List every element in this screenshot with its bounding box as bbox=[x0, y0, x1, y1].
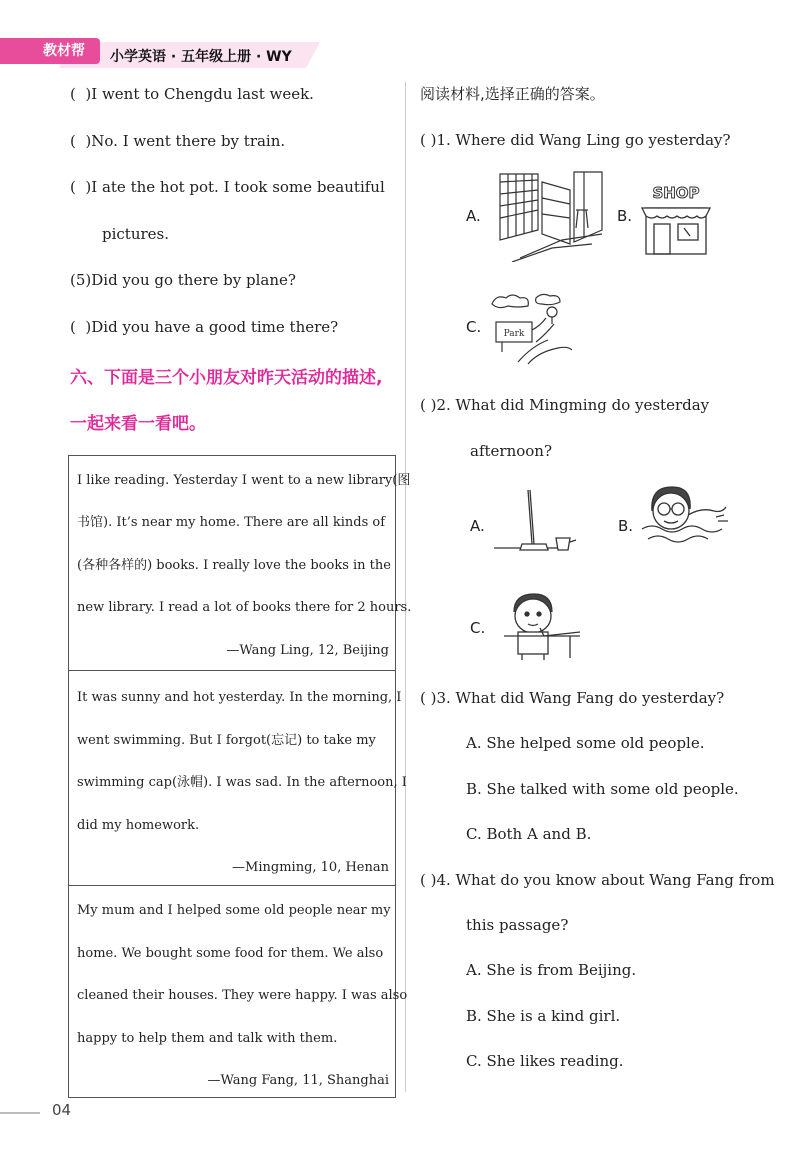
passage-3-line: home. We bought some food for them. We also bbox=[77, 946, 384, 961]
q1-option-a-label: A. bbox=[466, 207, 481, 225]
q2-option-c-label: C. bbox=[470, 619, 486, 637]
q3-option-c: C. Both A and B. bbox=[466, 825, 592, 843]
mop-image bbox=[492, 486, 578, 560]
passage-2-line: swimming cap(泳帽). I was sad. In the afternoon, I bbox=[77, 775, 407, 790]
passage-separator bbox=[68, 670, 396, 671]
question-4-line1: ( )4. What do you know about Wang Fang from bbox=[420, 871, 775, 889]
library-image bbox=[492, 170, 604, 266]
q2-option-a-label: A. bbox=[470, 517, 485, 535]
passage-2-line: did my homework. bbox=[77, 818, 200, 833]
passage-2-signature: —Mingming, 10, Henan bbox=[232, 860, 389, 875]
passage-1-line: new library. I read a lot of books there for 2 hours. bbox=[77, 600, 412, 615]
swimming-image bbox=[640, 481, 736, 557]
left-item-2: ( )No. I went there by train. bbox=[70, 132, 286, 150]
homework-image bbox=[504, 592, 584, 666]
passage-separator bbox=[68, 885, 396, 886]
question-3: ( )3. What did Wang Fang do yesterday? bbox=[420, 689, 725, 707]
q3-option-b: B. She talked with some old people. bbox=[466, 780, 739, 798]
question-4-line2: this passage? bbox=[466, 916, 569, 934]
shop-image bbox=[640, 176, 712, 260]
page-number: 04 bbox=[52, 1101, 72, 1119]
park-sign-text: Park bbox=[503, 329, 525, 339]
q4-option-c: C. She likes reading. bbox=[466, 1052, 624, 1070]
passage-1-line: I like reading. Yesterday I went to a new library(图 bbox=[77, 473, 411, 488]
left-item-1: ( )I went to Chengdu last week. bbox=[70, 85, 314, 103]
q4-option-b: B. She is a kind girl. bbox=[466, 1007, 621, 1025]
column-divider bbox=[405, 82, 406, 1092]
passage-1-signature: —Wang Ling, 12, Beijing bbox=[226, 643, 389, 658]
park-image bbox=[488, 290, 572, 370]
q1-option-c-label: C. bbox=[466, 318, 482, 336]
passage-3-line: happy to help them and talk with them. bbox=[77, 1031, 338, 1046]
passage-2-line: went swimming. But I forgot(忘记) to take my bbox=[77, 733, 376, 748]
footer-rule bbox=[0, 1112, 40, 1114]
section-title-line2: 一起来看一看吧。 bbox=[70, 414, 206, 434]
passage-1-line: (各种各样的) books. I really love the books in the bbox=[77, 558, 391, 573]
instruction: 阅读材料,选择正确的答案。 bbox=[420, 85, 605, 103]
q3-option-a: A. She helped some old people. bbox=[466, 734, 705, 752]
left-item-5: (5)Did you go there by plane? bbox=[70, 271, 296, 289]
passage-3-signature: —Wang Fang, 11, Shanghai bbox=[207, 1073, 389, 1088]
passage-2-line: It was sunny and hot yesterday. In the morning, I bbox=[77, 690, 402, 705]
passage-3-line: My mum and I helped some old people near my bbox=[77, 903, 391, 918]
passage-1-line: 书馆). It’s near my home. There are all kinds of bbox=[77, 515, 386, 530]
q4-option-a: A. She is from Beijing. bbox=[466, 961, 637, 979]
shop-sign-text: SHOP bbox=[652, 184, 700, 202]
left-item-3-cont: pictures. bbox=[102, 225, 170, 243]
question-2-line2: afternoon? bbox=[470, 442, 552, 460]
passage-3-line: cleaned their houses. They were happy. I was also bbox=[77, 988, 408, 1003]
header-tag: 教材帮 bbox=[43, 43, 85, 59]
q1-option-b-label: B. bbox=[617, 207, 633, 225]
left-item-3: ( )I ate the hot pot. I took some beautiful bbox=[70, 178, 385, 196]
question-2-line1: ( )2. What did Mingming do yesterday bbox=[420, 396, 710, 414]
header-title: 小学英语 · 五年级上册 · WY bbox=[110, 49, 292, 65]
section-title-line1: 六、下面是三个小朋友对昨天活动的描述, bbox=[70, 368, 383, 388]
q2-option-b-label: B. bbox=[618, 517, 634, 535]
left-item-6: ( )Did you have a good time there? bbox=[70, 318, 339, 336]
question-1: ( )1. Where did Wang Ling go yesterday? bbox=[420, 131, 731, 149]
